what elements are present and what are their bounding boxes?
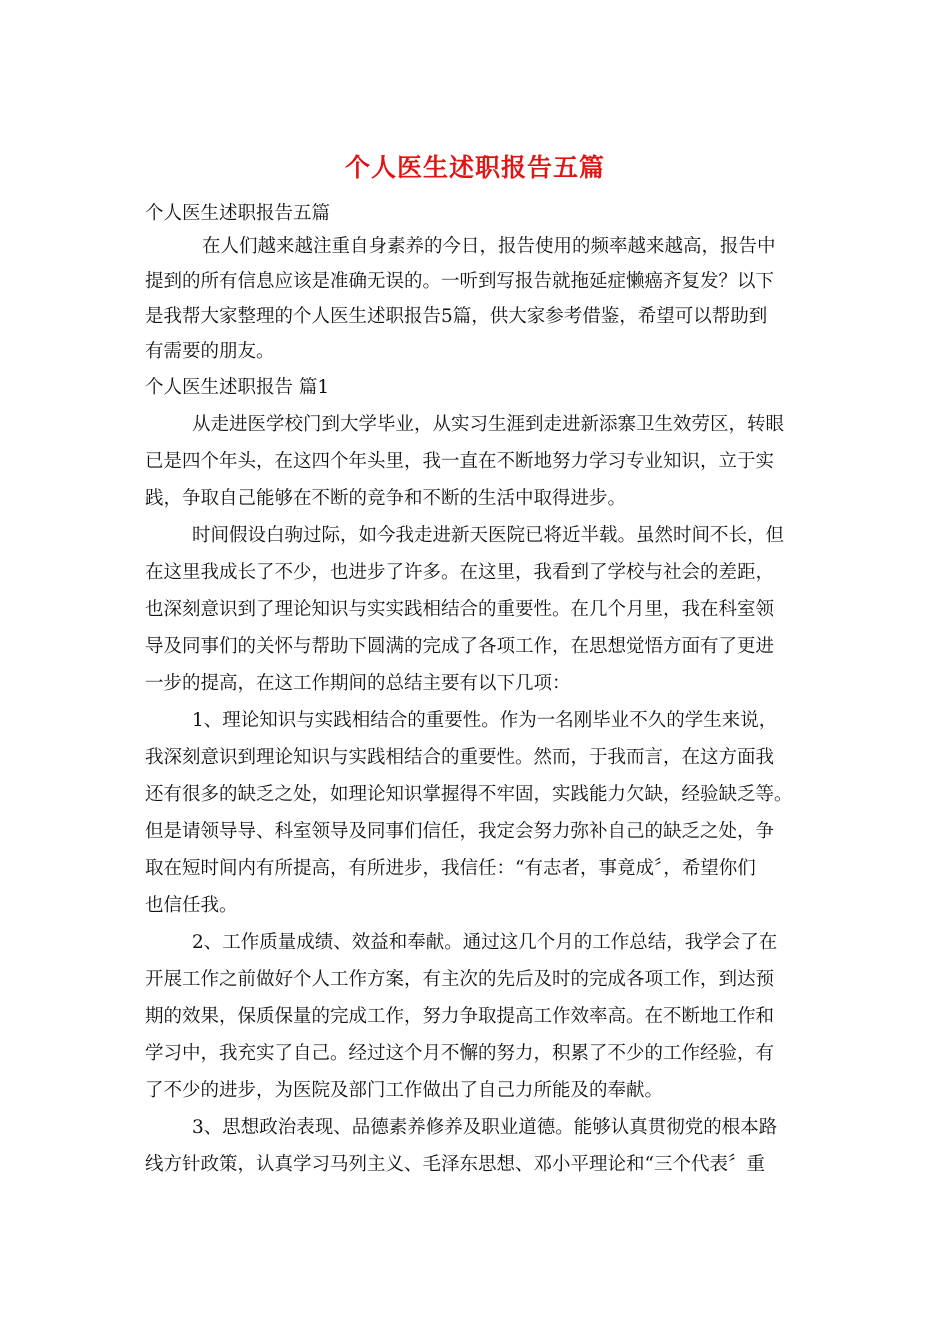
intro-line: 有需要的朋友。 [145, 341, 275, 362]
document-title: 个人医生述职报告五篇 [344, 153, 605, 182]
paragraph-line: 2、工作质量成绩、效益和奉献。通过这几个月的工作总结，我学会了在 [192, 932, 778, 953]
paragraph-line: 了不少的进步，为医院及部门工作做出了自己力所能及的奉献。 [145, 1080, 664, 1101]
paragraph-line: 也信任我。 [145, 895, 238, 916]
paragraph-line: 1、理论知识与实践相结合的重要性。作为一名刚毕业不久的学生来说， [192, 710, 778, 731]
paragraph-line: 在这里我成长了不少，也进步了许多。在这里，我看到了学校与社会的差距， [145, 562, 775, 583]
paragraph-line: 也深刻意识到了理论知识与实实践相结合的重要性。在几个月里，我在科室领 [145, 599, 775, 620]
intro-line: 在人们越来越注重自身素养的今日，报告使用的频率越来越高，报告中 [202, 236, 776, 257]
intro-line: 提到的所有信息应该是准确无误的。一听到写报告就拖延症懒癌齐复发？以下 [145, 271, 775, 292]
paragraph-line: 我深刻意识到理论知识与实践相结合的重要性。然而，于我而言，在这方面我 [145, 747, 775, 768]
paragraph-line: 导及同事们的关怀与帮助下圆满的完成了各项工作，在思想觉悟方面有了更进 [145, 636, 775, 657]
intro-line: 是我帮大家整理的个人医生述职报告5篇，供大家参考借鉴，希望可以帮助到 [145, 306, 768, 327]
paragraph-line: 取在短时间内有所提高，有所进步，我信任：“有志者，事竟成〞，希望你们 [145, 858, 756, 879]
paragraph-line: 期的效果，保质保量的完成工作，努力争取提高工作效率高。在不断地工作和 [145, 1006, 775, 1027]
paragraph-line: 3、思想政治表现、品德素养修养及职业道德。能够认真贯彻党的根本路 [192, 1117, 778, 1138]
paragraph-line: 已是四个年头，在这四个年头里，我一直在不断地努力学习专业知识，立于实 [145, 451, 775, 472]
paragraph-line: 学习中，我充实了自己。经过这个月不懈的努力，积累了不少的工作经验，有 [145, 1043, 775, 1064]
document-subtitle: 个人医生述职报告五篇 [145, 203, 331, 224]
paragraph-line: 从走进医学校门到大学毕业，从实习生涯到走进新添寨卫生效劳区，转眼 [192, 414, 785, 435]
paragraph-line: 但是请领导导、科室领导及同事们信任，我定会努力弥补自己的缺乏之处，争 [145, 821, 775, 842]
section-heading: 个人医生述职报告 篇1 [145, 377, 330, 398]
paragraph-line: 践，争取自己能够在不断的竞争和不断的生活中取得进步。 [145, 488, 627, 509]
paragraph-line: 还有很多的缺乏之处，如理论知识掌握得不牢固，实践能力欠缺，经验缺乏等。 [145, 784, 793, 805]
paragraph-line: 时间假设白驹过际，如今我走进新天医院已将近半载。虽然时间不长，但 [192, 525, 785, 546]
paragraph-line: 开展工作之前做好个人工作方案，有主次的先后及时的完成各项工作，到达预 [145, 969, 775, 990]
paragraph-line: 线方针政策，认真学习马列主义、毛泽东思想、邓小平理论和“三个代表〞重 [145, 1154, 765, 1175]
paragraph-line: 一步的提高，在这工作期间的总结主要有以下几项： [145, 673, 571, 694]
